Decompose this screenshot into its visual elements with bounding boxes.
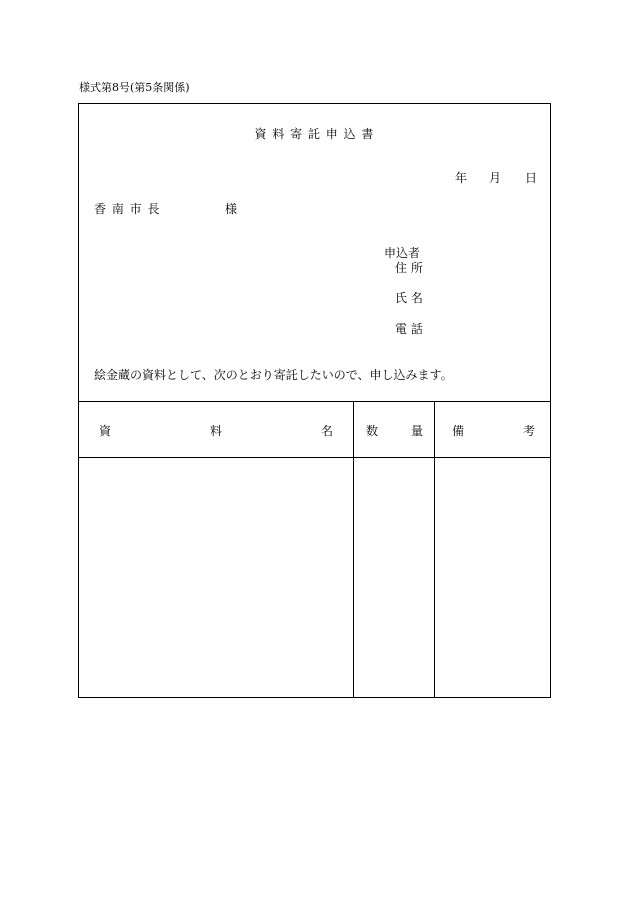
column-header-material-name <box>99 425 333 437</box>
header-char: 考 <box>522 424 535 438</box>
form-title: 資 料 寄 託 申 込 書 <box>254 127 375 141</box>
addressee-honorific: 様 <box>225 202 238 216</box>
header-char: 量 <box>410 424 423 438</box>
quantity-cell[interactable] <box>354 458 434 698</box>
column-header-quantity <box>366 425 423 437</box>
header-char: 名 <box>320 424 333 438</box>
date-day: 日 <box>525 171 538 185</box>
date-year: 年 <box>455 171 468 185</box>
date-month: 月 <box>489 171 502 185</box>
header-char: 数 <box>366 424 379 438</box>
column-header-remarks <box>452 425 535 437</box>
addressee: 香 南 市 長 <box>94 202 161 216</box>
header-char: 備 <box>452 424 465 438</box>
application-form-frame <box>78 103 551 698</box>
header-char: 資 <box>99 424 112 438</box>
remarks-cell[interactable] <box>435 458 551 698</box>
form-number-label: 様式第8号(第5条関係) <box>79 81 190 94</box>
header-char: 料 <box>209 424 222 438</box>
material-name-cell[interactable] <box>79 458 353 698</box>
applicant-heading: 申込者 <box>384 246 421 260</box>
applicant-address-label: 住 所 <box>395 261 423 275</box>
applicant-phone-label: 電 話 <box>395 322 423 336</box>
table-top-border <box>79 401 550 402</box>
applicant-name-label: 氏 名 <box>395 291 423 305</box>
application-statement: 絵金蔵の資料として、次のとおり寄託したいので、申し込みます。 <box>94 368 453 382</box>
